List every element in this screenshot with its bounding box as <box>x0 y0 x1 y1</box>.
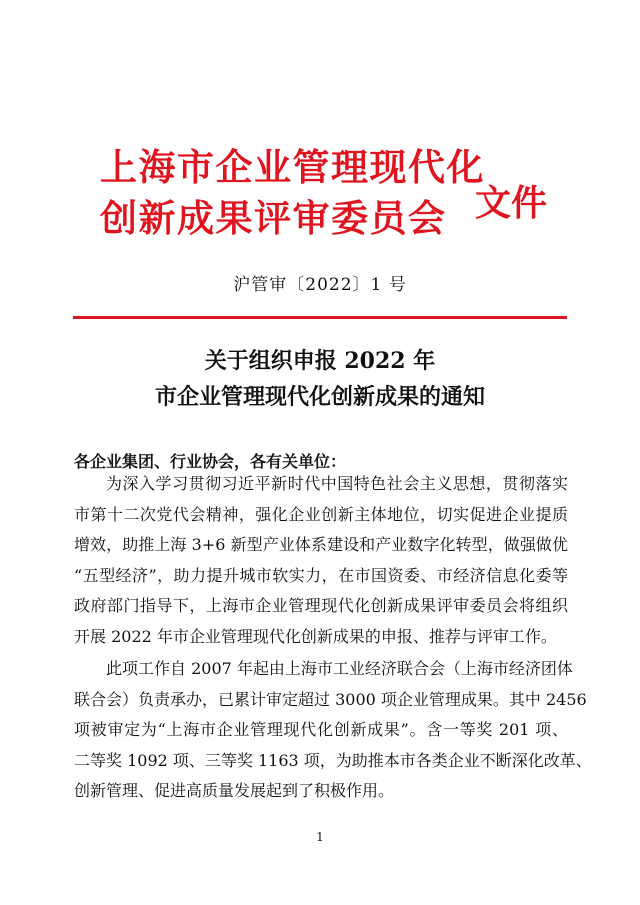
notice-title-line: 关于组织申报 2022 年 <box>204 348 436 374</box>
paragraph-line: 此项工作自 2007 年起由上海市工业经济联合会（上海市经济团体 <box>106 659 573 678</box>
document-number: 沪管审〔2022〕1 号 <box>233 275 407 295</box>
paragraph-line: 市第十二次党代会精神，强化企业创新主体地位，切实促进企业提质 <box>74 504 568 524</box>
paragraph-line: 二等奖 1092 项、三等奖 1163 项，为助推本市各类企业不断深化改革、 <box>74 750 592 770</box>
issuing-body-title <box>100 142 485 244</box>
document-type-label: 文件 <box>475 183 548 224</box>
body-paragraph <box>74 469 568 652</box>
salutation: 各企业集团、行业协会，各有关单位： <box>74 452 347 471</box>
paragraph-line: 联合会）负责承办，已累计审定超过 3000 项企业管理成果。其中 2456 <box>74 689 587 709</box>
notice-title <box>0 343 640 415</box>
page-number: 1 <box>316 830 324 844</box>
paragraph-line: 开展 2022 年市企业管理现代化创新成果的申报、推荐与评审工作。 <box>74 626 557 646</box>
paragraph-line: “五型经济”，助力提升城市软实力，在市国资委、市经济信息化委等 <box>74 565 568 585</box>
body-paragraph <box>74 654 592 807</box>
issuing-body-title-line: 创新成果评审委员会 <box>100 197 447 240</box>
notice-title-line: 市企业管理现代化创新成果的通知 <box>154 384 485 410</box>
issuing-body-title-line: 上海市企业管理现代化 <box>100 146 485 189</box>
paragraph-line: 创新管理、促进高质量发展起到了积极作用。 <box>74 781 395 800</box>
paragraph-line: 为深入学习贯彻习近平新时代中国特色社会主义思想，贯彻落实 <box>106 474 568 493</box>
paragraph-line: 政府部门指导下，上海市企业管理现代化创新成果评审委员会将组织 <box>74 596 568 615</box>
paragraph-line: 增效，助推上海 3+6 新型产业体系建设和产业数字化转型，做强做优 <box>74 535 568 554</box>
paragraph-line: 项被审定为“上海市企业管理现代化创新成果”。含一等奖 201 项、 <box>74 720 568 739</box>
red-divider <box>73 316 567 319</box>
